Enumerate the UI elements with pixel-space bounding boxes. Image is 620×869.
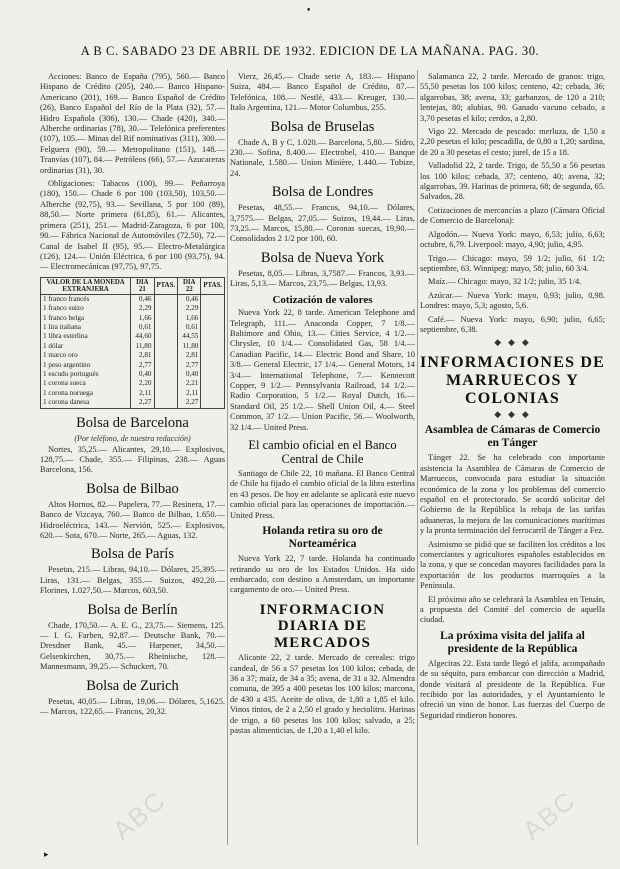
zurich-text: Pesetas, 40,05.— Libras, 19,06.— Dólares, 5,1625.— Marcos, 122,65.— Francos, 20,32. (40, 696, 225, 717)
chile-title: El cambio oficial en el Banco Central de Chile (248, 438, 397, 467)
currency-table (40, 277, 225, 409)
currency-value-cell (201, 332, 225, 341)
column-2 (230, 72, 415, 849)
col2-intro: Vierz, 26,45.— Chade serie A, 183.— Hispano Suiza, 484.— Banco Español de Crédito, 87.— Telefónica, 108.— Nestlé, 433.— Kreuger, 130.— Italo Argentina, 121.— Motor Columbus, 255. (230, 72, 415, 113)
currency-value-cell: 2,81 (131, 351, 154, 360)
table-row (41, 342, 225, 351)
currency-name-cell: 1 franco suizo (41, 304, 131, 313)
column-rule-2 (417, 70, 418, 845)
table-row (41, 294, 225, 304)
currency-value-cell (201, 389, 225, 398)
bilbao-text: Altos Hornos, 82.— Papelera, 77.— Resinera, 17.— Banco de Vizcaya, 760.— Banco de Bilbao, 1.650.— Hidroeléctrica, 143.— Nervión, 525.— Explosivos, 620.— Sota, 670.— Norte, 265.— Aguas, 132. (40, 499, 225, 541)
currency-value-cell (201, 398, 225, 408)
currency-value-cell: 2,29 (131, 304, 154, 313)
currency-value-cell: 1,66 (178, 314, 201, 323)
currency-value-cell (154, 304, 178, 313)
table-header-day21: DIA 21 (131, 277, 154, 294)
bruselas-text: Chade A, B y C, 1.020.— Barcelona, 5,80.— Sidro, 230.— Sofina, 8.400.— Electrobel, 410.— Banque Nationale, 1.580.— Union Minière, 1.440.— Tubize, 24. (230, 137, 415, 178)
table-row (41, 304, 225, 313)
bruselas-title: Bolsa de Bruselas (270, 118, 375, 135)
watermark-right: ABC (516, 784, 582, 846)
col3-commodities-2: Algodón.— Nueva York: mayo, 6,53; julio, 6,63; octubre, 6,79. Liverpool: mayo, 4,90; julio, 4,95. (420, 229, 605, 250)
asamblea-text-1: Tánger 22. Se ha celebrado con importante asistencia la Asamblea de Cámaras de Comercio de Marruecos, convocada para estudiar la situación económica de la zona y los problemas del comercio español en el protectorado. Se acordó solicitar del Gobierno de la República la rebaja de las tarifas aduaneras, la mejora de las comunicaciones marítimas y la pronta terminación del ferrocarril de Tánger a Fez. (420, 453, 605, 536)
currency-value-cell: 2,20 (131, 379, 154, 388)
currency-value-cell: 2,27 (178, 398, 201, 408)
currency-value-cell (154, 323, 178, 332)
currency-name-cell: 1 escudo portugués (41, 370, 131, 379)
column-1 (40, 72, 225, 849)
currency-name-cell: 1 franco francés (41, 294, 131, 304)
zurich-title: Bolsa de Zurich (86, 677, 179, 694)
currency-value-cell: 44,55 (178, 332, 201, 341)
table-row (41, 323, 225, 332)
currency-value-cell: 0,61 (178, 323, 201, 332)
ornament-divider: ◆ ◆ ◆ (494, 338, 531, 349)
currency-value-cell (154, 361, 178, 370)
top-mark: • (306, 6, 312, 16)
currency-value-cell: 44,60 (131, 332, 154, 341)
table-row (41, 361, 225, 370)
table-row (41, 332, 225, 341)
cotizacion-title: Cotización de valores (272, 293, 373, 306)
col3-commodities-3: Trigo.— Chicago: mayo, 59 1/2; julio, 61 1/2; septiembre, 63. Winnipeg: mayo, 58; julio, 60 3/4. (420, 253, 605, 273)
currency-value-cell: 2,81 (178, 351, 201, 360)
col3-intro-1: Salamanca 22, 2 tarde. Mercado de granos: trigo, 55,50 pesetas los 100 kilos; centeno, 42; cebada, 36; algarrobas, 38; avena, 33; garbanzos, de 120 a 210; lentejas, 80; alubias, 90. Ganado vacuno cebado, a 3,70 pesetas el kilo; cerdos, a 2,80. (420, 72, 605, 123)
asamblea-text-2: Asimismo se pidió que se faciliten los créditos a los comerciantes y agricultores españoles establecidos en la zona, y que se concedan mayores facilidades para la exportación de los productos marroquíes a la Península. (420, 539, 605, 591)
currency-name-cell: 1 dólar (41, 342, 131, 351)
bottom-mark: ▸ (44, 850, 49, 860)
currency-table-body (41, 294, 225, 408)
currency-name-cell: 1 corona sueca (41, 379, 131, 388)
nueva-york-title: Bolsa de Nueva York (260, 249, 385, 266)
marruecos-title: INFORMACIONES DE MARRUECOS Y COLONIAS (420, 354, 605, 408)
currency-value-cell (154, 379, 178, 388)
currency-value-cell (201, 342, 225, 351)
table-header-ptas1: PTAS. (154, 277, 178, 294)
currency-value-cell (201, 370, 225, 379)
asamblea-text-3: El próximo año se celebrará la Asamblea en Tetuán, a propuesta del Comité del comercio de aquella ciudad. (420, 594, 605, 625)
bilbao-title: Bolsa de Bilbao (86, 480, 179, 497)
currency-value-cell (201, 323, 225, 332)
col3-intro-3: Valladolid 22, 2 tarde. Trigo, de 55,50 a 56 pesetas los 100 kilos; cebada, 37; centeno, 40; avena, 32; algarrobas, 39. Harinas de primera, 68; de segunda, 65. Salvados, 28. (420, 161, 605, 202)
chile-text: Santiago de Chile 22, 10 mañana. El Banco Central de Chile ha fijado el cambio oficial de la libra esterlina en 43 pesos. De hoy en adelante se aplicará este nuevo cambio oficial para las operaciones de importación.— United Press. (230, 469, 415, 520)
currency-value-cell: 11,80 (178, 342, 201, 351)
paris-title: Bolsa de París (91, 546, 174, 563)
londres-text: Pesetas, 48,55.— Francos, 94,10.— Dólares, 3,7575.— Belgas, 27,05.— Suizos, 19,44.— Liras, 73,25.— Marcos, 15,80.— Coronas suecas, 19,90.— Consolidados 2 1/2 por 100, 60. (230, 203, 415, 244)
currency-value-cell (201, 304, 225, 313)
currency-name-cell: 1 corona noruega (41, 389, 131, 398)
currency-value-cell: 2,29 (178, 304, 201, 313)
currency-value-cell (201, 314, 225, 323)
jalifa-title: La próxima visita del jalifa al presidente de la República (440, 629, 585, 655)
table-header-currency: VALOR DE LA MONEDA EXTRANJERA (41, 277, 131, 294)
col1-intro-1: Acciones: Banco de España (795), 560.— Banco Hispano de Crédito (205), 240.— Banco Hispano-Americano (201), 169.— Banco Español de Crédito (26), Banco Español del Río de la Plata (32), 57.— Hidro Española (306), 130.— Chade (420), 340.— Alberche ordinarias (78), 30.— Telefónica preferentes (107), 105.— Minas del Rif nominativas (311), 300.— Felguera (90), 59.— Metropolitano (151), 148.— Tranvías (107), 84.— Petróleos (66), 57.— Azucareras ordinarias (31), 30. (40, 72, 225, 175)
table-row (41, 351, 225, 360)
currency-value-cell: 0,40 (131, 370, 154, 379)
currency-name-cell: 1 marco oro (41, 351, 131, 360)
currency-value-cell (154, 342, 178, 351)
currency-value-cell (201, 351, 225, 360)
currency-value-cell: 2,11 (131, 389, 154, 398)
mercados-title: INFORMACION DIARIA DE MERCADOS (259, 601, 386, 651)
berlin-title: Bolsa de Berlín (87, 601, 178, 618)
currency-value-cell (154, 351, 178, 360)
currency-value-cell (154, 398, 178, 408)
paris-text: Pesetas, 215.— Libras, 94,10.— Dólares, 25,395.— Liras, 131.— Belgas, 355.— Suizos, 492,20.— Florines, 1.027,50.— Marcos, 603,50. (40, 565, 225, 596)
table-header-day22: DIA 22 (178, 277, 201, 294)
currency-value-cell (154, 294, 178, 304)
jalifa-text: Algeciras 22. Esta tarde llegó el jalifa, acompañado de su séquito, para embarcar con dirección a Madrid, donde visitará al presidente de la República. Fue recibido por las autoridades, y el Ayuntamiento le ofreció un vino de honor. Las fuerzas del Cuerpo de Seguridad rindieron honores. (420, 658, 605, 720)
currency-value-cell (201, 294, 225, 304)
cotizacion-text: Nueva York 22, 8 tarde. American Telephone and Telegraph, 111.— Anaconda Copper, 7 1/8.— Baltimore and Ohio, 13.— Cities Service, 4 1/2.— Chrysler, 10 1/4.— Consolidated Gas, 58 1/4.— Canadian Pacific, 14.— Electric Bond and Share, 10 3/8.— General Electric, 17 1/4.— General Motors, 14 3/4.— International Telephone, 7.— Kennecott Copper, 9 1/2.— Pennsylvania Railroad, 14 1/2.— Radio Corporation, 5 1/2.— Royal Dutch, 16.— Standard Oil, 25 1/2.— Shell Union Oil, 4.— Steel Common, 37 1/2.— Union Pacific, 56.— Woolworth, 32 1/4.— United Press. (230, 308, 415, 432)
currency-value-cell: 11,80 (131, 342, 154, 351)
barcelona-title: Bolsa de Barcelona (76, 414, 189, 431)
column-rule-1 (227, 70, 228, 845)
asamblea-title: Asamblea de Cámaras de Comercio en Tánger (424, 424, 601, 450)
col3-intro-2: Vigo 22. Mercado de pescado: merluza, de 1,50 a 2,20 pesetas el kilo; pescadilla, de 0,80 a 1,20; sardina, de 20 a 30 pesetas el cesto; jurel, de 15 a 18. (420, 127, 605, 157)
currency-value-cell: 2,77 (131, 361, 154, 370)
col3-commodities-4: Maíz.— Chicago: mayo, 32 1/2; julio, 35 1/4. (428, 277, 582, 287)
currency-value-cell: 2,27 (131, 398, 154, 408)
currency-value-cell: 0,61 (131, 323, 154, 332)
currency-value-cell (154, 370, 178, 379)
nueva-york-text: Pesetas, 8,05.— Libras, 3,7587.— Francos, 3,93.— Liras, 5,13.— Marcos, 23,75.— Belgas, 13,93. (230, 268, 415, 289)
currency-value-cell (154, 389, 178, 398)
currency-name-cell: 1 franco belga (41, 314, 131, 323)
table-row (41, 389, 225, 398)
col3-commodities-6: Café.— Nueva York: mayo, 6,90; julio, 6,65; septiembre, 6,38. (420, 314, 605, 334)
table-row (41, 314, 225, 323)
column-3 (420, 72, 605, 849)
currency-value-cell: 0,40 (178, 370, 201, 379)
table-row (41, 379, 225, 388)
barcelona-note: (Por teléfono, de nuestra redacción) (74, 433, 191, 443)
currency-value-cell: 0,46 (131, 294, 154, 304)
currency-value-cell: 1,66 (131, 314, 154, 323)
currency-name-cell: 1 corona danesa (41, 398, 131, 408)
table-row (41, 370, 225, 379)
currency-name-cell: 1 libra esterlina (41, 332, 131, 341)
barcelona-text: Nortes, 35,25.— Alicantes, 29,10.— Explosivos, 128,75.— Chade, 355.— Filipinas, 238.— Aguas Barcelona, 156. (40, 444, 225, 475)
page-header: A B C. SABADO 23 DE ABRIL DE 1932. EDICION DE LA MAÑANA. PAG. 30. (80, 44, 540, 58)
currency-value-cell: 2,21 (178, 379, 201, 388)
currency-value-cell: 2,11 (178, 389, 201, 398)
col3-commodities-5: Azúcar.— Nueva York: mayo, 0,93; julio, 0,98. Londres: mayo, 5,3; agosto, 5,6. (420, 290, 605, 311)
currency-value-cell (154, 314, 178, 323)
currency-value-cell (201, 379, 225, 388)
holanda-text: Nueva York 22, 7 tarde. Holanda ha continuado retirando su oro de los Estados Unidos. Ha sido embarcado, con destino a Amsterdam, un importante cargamento de oro.— United Press. (230, 554, 415, 595)
col3-commodities-1: Cotizaciones de mercancías a plazo (Cámara Oficial de Comercio de Barcelona): (420, 205, 605, 226)
watermark-left: ABC (106, 784, 172, 846)
currency-name-cell: 1 lira italiana (41, 323, 131, 332)
londres-title: Bolsa de Londres (271, 184, 374, 201)
currency-name-cell: 1 peso argentino (41, 361, 131, 370)
berlin-text: Chade, 170,50.— A. E. G., 23,75.— Siemens, 125.— I. G. Farben, 92,87.— Deutsche Bank, 70.— Dresdner Bank, 45.— Harpener, 34,50.— Gelsenkirchen, 30,75.— Rheinische, 128.— Mannesmann, 39,25.— Schuckert, 70. (40, 620, 225, 672)
holanda-title: Holanda retira su oro de Norteamérica (262, 525, 383, 551)
currency-value-cell: 0,46 (178, 294, 201, 304)
ornament-divider-2: ◆ ◆ ◆ (494, 410, 531, 421)
col1-intro-2: Obligaciones: Tabacos (100), 99.— Peñarroya (180), 150.— Chade 6 por 100 (103,50), 103,50.— Alberche (92,75), 93.— Sevillana, 5 por 100 (89), 88,50.— Norte primera (61,85), 61.— Alicantes, primera (251), 251.— Madrid-Zaragoza, 6 por 100, 90.— Fábrica Nacional de Automóviles (72,50), 72.— Canal de Isabel II (95), 95.— Electro-Metalúrgica (126), 124.— Unión Eléctrica, 6 por 100 (93,75), 94.— Electromecánicas (97,75), 97,75. (40, 179, 225, 272)
mercados-text: Alicante 22, 2 tarde. Mercado de cereales: trigo candeal, de 56 a 57 pesetas los 100 kilos; cebada, de 36 a 37; maíz, de 34 a 35; avena, de 31 a 32. Almendra comuna, de 395 a 400 pesetas los 100 kilos; marcona, de 430 a 435. Aceite de oliva, de 1,80 a 1,85 el kilo. Vinos tintos, de 2 a 2,50 el grado y hectolitro. Harinas de trigo, a 60 pesetas los 100 kilos; salvado, a 25; pastas alimenticias, de 1,20 a 1,40 el kilo. (230, 653, 415, 736)
currency-value-cell (201, 361, 225, 370)
currency-value-cell: 2,77 (178, 361, 201, 370)
currency-value-cell (154, 332, 178, 341)
table-row (41, 398, 225, 408)
table-header-ptas2: PTAS. (201, 277, 225, 294)
